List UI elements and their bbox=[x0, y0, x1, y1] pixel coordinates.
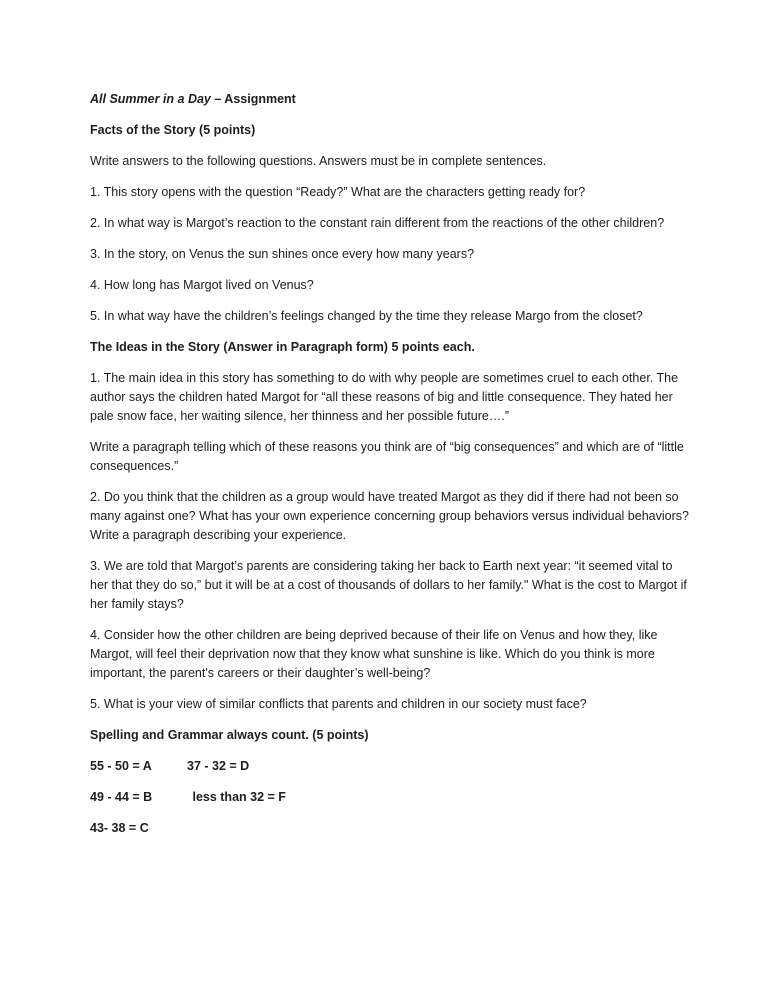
title-suffix: – Assignment bbox=[210, 92, 296, 106]
grade-d: 37 - 32 = D bbox=[187, 759, 250, 773]
grade-b: 49 - 44 = B bbox=[90, 790, 153, 804]
ideas-question-1: 1. The main idea in this story has something to do with why people are sometimes cruel to each other. The author says the children hated Margot for “all these reasons of big and little consequence. They hated her pale snow face, her waiting silence, her thinness and her possible future….” bbox=[90, 371, 679, 423]
facts-question-2: 2. In what way is Margot’s reaction to the constant rain different from the reactions of the other children? bbox=[90, 216, 665, 230]
facts-question-1: 1. This story opens with the question “Ready?” What are the characters getting ready for? bbox=[90, 185, 586, 199]
assignment-page bbox=[90, 90, 690, 850]
ideas-heading: The Ideas in the Story (Answer in Paragraph form) 5 points each. bbox=[90, 340, 475, 354]
facts-question-3: 3. In the story, on Venus the sun shines once every how many years? bbox=[90, 247, 475, 261]
facts-heading: Facts of the Story (5 points) bbox=[90, 123, 256, 137]
story-title: All Summer in a Day bbox=[90, 92, 211, 106]
facts-question-4: 4. How long has Margot lived on Venus? bbox=[90, 278, 314, 292]
ideas-question-4: 4. Consider how the other children are being deprived because of their life on Venus and how they, like Margot, will feel their deprivation now that they know what sunshine is like. Which do you think is more important, the parent's careers or their daughter’s well-being? bbox=[90, 628, 658, 680]
document-title bbox=[90, 90, 690, 109]
grade-a: 55 - 50 = A bbox=[90, 759, 152, 773]
grade-row bbox=[90, 788, 690, 807]
ideas-question-5: 5. What is your view of similar conflicts that parents and children in our society must face? bbox=[90, 697, 587, 711]
ideas-question-2: 2. Do you think that the children as a group would have treated Margot as they did if there had not been so many against one? What has your own experience concerning group behaviors versus individual behaviors? Write a paragraph describing your experience. bbox=[90, 490, 689, 542]
grading-heading: Spelling and Grammar always count. (5 points) bbox=[90, 728, 369, 742]
ideas-question-3: 3. We are told that Margot’s parents are considering taking her back to Earth next year: “it seemed vital to her that they do so,” but it will be at a cost of thousands of dollars to her family." What is the cost to Margot if her family stays? bbox=[90, 559, 687, 611]
grade-row bbox=[90, 819, 690, 838]
grade-row bbox=[90, 757, 690, 776]
grade-c: 43- 38 = C bbox=[90, 821, 149, 835]
facts-instructions: Write answers to the following questions. Answers must be in complete sentences. bbox=[90, 154, 547, 168]
grade-f: less than 32 = F bbox=[189, 790, 286, 804]
ideas-question-1-followup: Write a paragraph telling which of these reasons you think are of “big consequences” and which are of “little consequences.” bbox=[90, 440, 684, 473]
facts-question-5: 5. In what way have the children’s feelings changed by the time they release Margo from the closet? bbox=[90, 309, 643, 323]
